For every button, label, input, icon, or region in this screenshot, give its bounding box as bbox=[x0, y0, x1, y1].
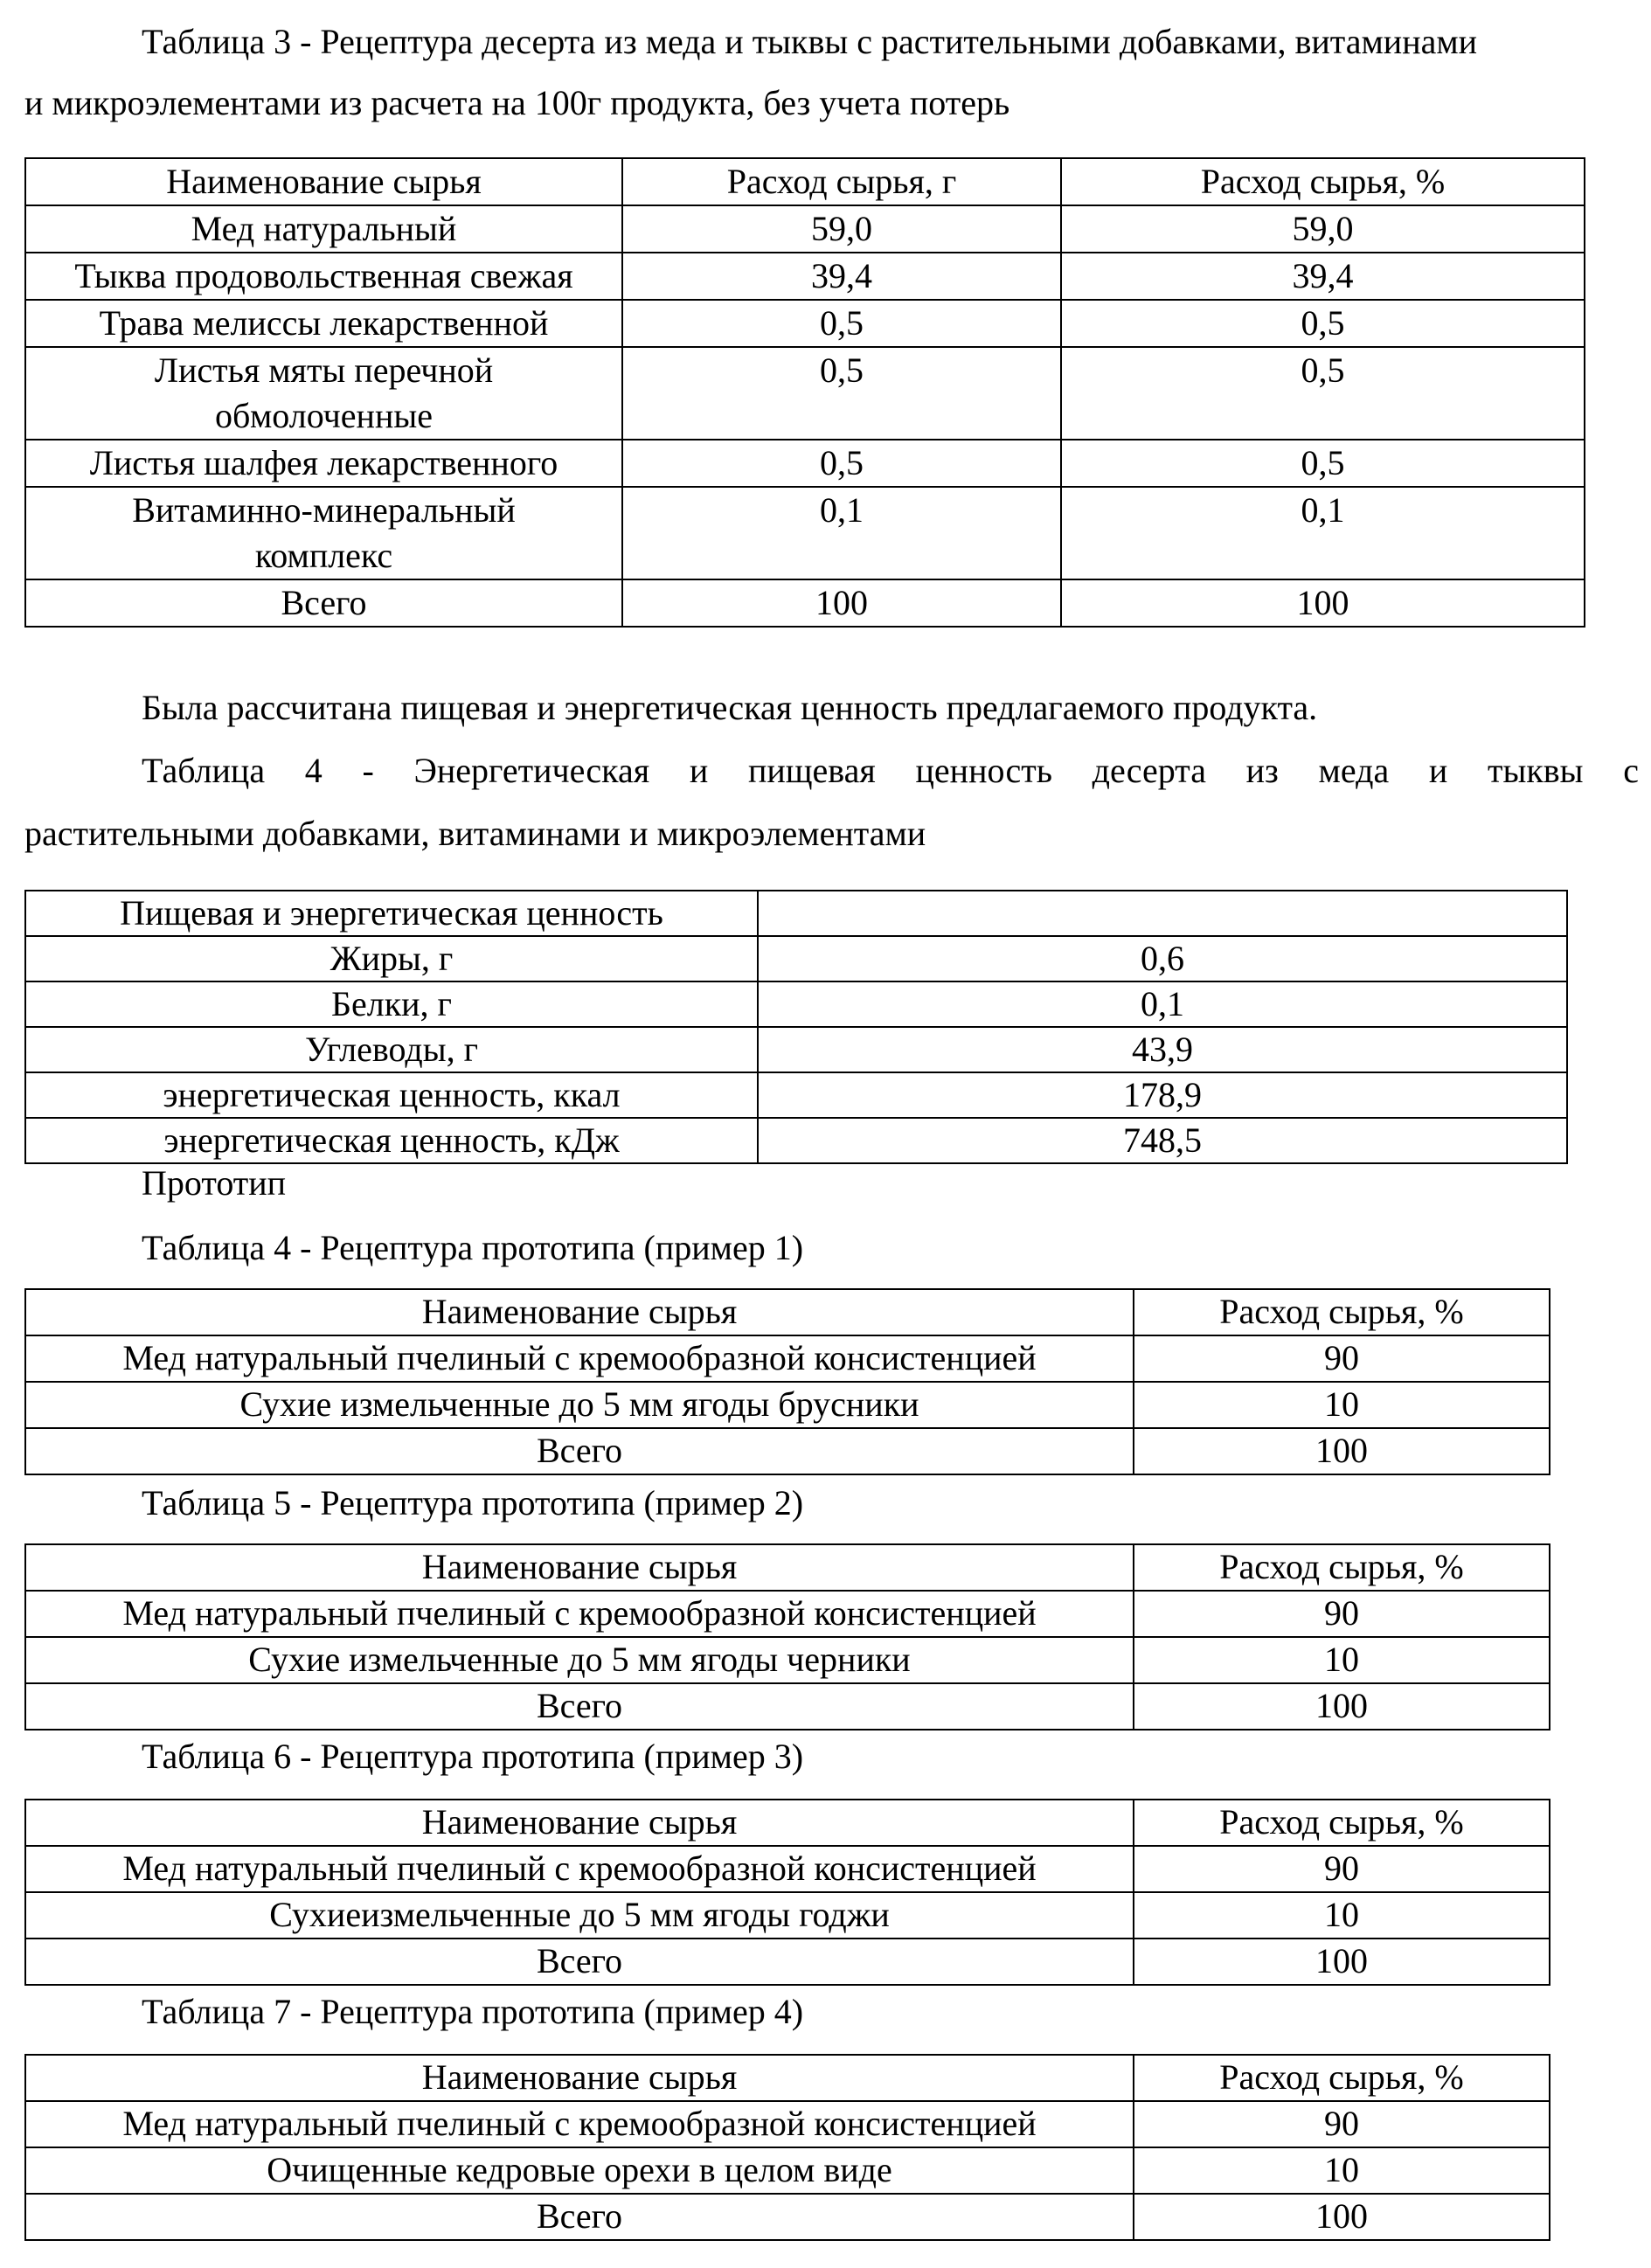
table-row bbox=[25, 1382, 1550, 1428]
table-row bbox=[25, 1335, 1550, 1382]
nutrient-value: 178,9 bbox=[758, 1072, 1567, 1118]
table4-caption-line1 bbox=[142, 753, 1639, 788]
percent-cell: 0,5 bbox=[1061, 300, 1585, 347]
table3-recipe bbox=[24, 157, 1585, 628]
table-row bbox=[25, 1892, 1550, 1939]
table-row bbox=[25, 1591, 1550, 1637]
table-header-row bbox=[25, 891, 1567, 936]
table-header-row bbox=[25, 1289, 1550, 1335]
table-row bbox=[25, 2147, 1550, 2194]
ingredient-name: Мед натуральный пчелиный с кремообразной консистенцией bbox=[25, 1846, 1134, 1892]
table-row bbox=[25, 2101, 1550, 2147]
ingredient-name: Листья мяты перечной обмолоченные bbox=[25, 347, 622, 440]
ingredient-name: Сухие измельченные до 5 мм ягоды брусники bbox=[25, 1382, 1134, 1428]
percent-cell: 100 bbox=[1061, 579, 1585, 627]
prototype-table3-caption: Таблица 6 - Рецептура прототипа (пример 3) bbox=[142, 1737, 804, 1776]
table-total-row bbox=[25, 2194, 1550, 2240]
grams-cell: 0,5 bbox=[622, 300, 1061, 347]
prototype-table1 bbox=[24, 1288, 1550, 1475]
percent-cell: 10 bbox=[1134, 1637, 1550, 1683]
percent-cell: 10 bbox=[1134, 2147, 1550, 2194]
table-header-row bbox=[25, 158, 1585, 205]
percent-cell: 0,1 bbox=[1061, 487, 1585, 579]
table4-nutrition bbox=[24, 890, 1568, 1164]
grams-cell: 39,4 bbox=[622, 253, 1061, 300]
table-row bbox=[25, 981, 1567, 1027]
table-header-row bbox=[25, 2055, 1550, 2101]
nutrient-value: 748,5 bbox=[758, 1118, 1567, 1163]
ingredient-name: Всего bbox=[25, 2194, 1134, 2240]
table-row bbox=[25, 1072, 1567, 1118]
table-row bbox=[25, 1637, 1550, 1683]
ingredient-name: Всего bbox=[25, 579, 622, 627]
grams-cell: 0,5 bbox=[622, 347, 1061, 440]
nutrient-name: Жиры, г bbox=[25, 936, 758, 981]
header-cell: Расход сырья, % bbox=[1134, 1544, 1550, 1591]
percent-cell: 90 bbox=[1134, 1846, 1550, 1892]
header-cell: Расход сырья, % bbox=[1134, 1800, 1550, 1846]
percent-cell: 90 bbox=[1134, 2101, 1550, 2147]
prototype-table4-caption: Таблица 7 - Рецептура прототипа (пример 4) bbox=[142, 1992, 804, 2031]
ingredient-name: Тыква продовольственная свежая bbox=[25, 253, 622, 300]
percent-cell: 10 bbox=[1134, 1892, 1550, 1939]
caption-word: с bbox=[1623, 751, 1639, 790]
grams-cell: 59,0 bbox=[622, 205, 1061, 253]
grams-cell: 0,1 bbox=[622, 487, 1061, 579]
ingredient-name: Мед натуральный пчелиный с кремообразной консистенцией bbox=[25, 1335, 1134, 1382]
caption-word: десерта bbox=[1092, 751, 1206, 790]
header-cell: Наименование сырья bbox=[25, 1800, 1134, 1846]
caption-word: тыквы bbox=[1487, 751, 1584, 790]
ingredient-name: Трава мелиссы лекарственной bbox=[25, 300, 622, 347]
table-row bbox=[25, 1027, 1567, 1072]
ingredient-name: Листья шалфея лекарственного bbox=[25, 440, 622, 487]
header-cell: Расход сырья, % bbox=[1134, 1289, 1550, 1335]
ingredient-name: Очищенные кедровые орехи в целом виде bbox=[25, 2147, 1134, 2194]
table-header-row bbox=[25, 1544, 1550, 1591]
percent-cell: 10 bbox=[1134, 1382, 1550, 1428]
prototype-table4 bbox=[24, 2054, 1550, 2241]
ingredient-name: Всего bbox=[25, 1428, 1134, 1474]
percent-cell: 100 bbox=[1134, 2194, 1550, 2240]
table-row bbox=[25, 440, 1585, 487]
table-row bbox=[25, 300, 1585, 347]
table-total-row bbox=[25, 1428, 1550, 1474]
caption-word: и bbox=[1428, 751, 1448, 790]
percent-cell: 59,0 bbox=[1061, 205, 1585, 253]
grams-cell: 100 bbox=[622, 579, 1061, 627]
header-cell: Пищевая и энергетическая ценность bbox=[25, 891, 758, 936]
nutrient-value: 43,9 bbox=[758, 1027, 1567, 1072]
paragraph-calculation: Была рассчитана пищевая и энергетическая ценность предлагаемого продукта. bbox=[142, 688, 1318, 727]
table-total-row bbox=[25, 579, 1585, 627]
caption-word: и bbox=[689, 751, 709, 790]
nutrient-name: энергетическая ценность, ккал bbox=[25, 1072, 758, 1118]
header-cell: Наименование сырья bbox=[25, 1544, 1134, 1591]
caption-word: ценность bbox=[915, 751, 1052, 790]
header-cell: Наименование сырья bbox=[25, 2055, 1134, 2101]
grams-cell: 0,5 bbox=[622, 440, 1061, 487]
table3-caption-line1: Таблица 3 - Рецептура десерта из меда и тыквы с растительными добавками, витаминами bbox=[142, 22, 1478, 61]
ingredient-name: Сухиеизмельченные до 5 мм ягоды годжи bbox=[25, 1892, 1134, 1939]
table-total-row bbox=[25, 1939, 1550, 1985]
nutrient-value: 0,1 bbox=[758, 981, 1567, 1027]
header-cell: Наименование сырья bbox=[25, 1289, 1134, 1335]
prototype-table2 bbox=[24, 1543, 1550, 1730]
table-row bbox=[25, 936, 1567, 981]
caption-word: Энергетическая bbox=[413, 751, 650, 790]
header-cell: Расход сырья, г bbox=[622, 158, 1061, 205]
ingredient-name: Мед натуральный пчелиный с кремообразной консистенцией bbox=[25, 2101, 1134, 2147]
table-row bbox=[25, 1118, 1567, 1163]
ingredient-name: Всего bbox=[25, 1683, 1134, 1730]
prototype-table1-caption: Таблица 4 - Рецептура прототипа (пример 1) bbox=[142, 1228, 804, 1267]
caption-word: - bbox=[362, 751, 374, 790]
caption-word: пищевая bbox=[747, 751, 876, 790]
table-row bbox=[25, 205, 1585, 253]
table-row bbox=[25, 347, 1585, 440]
percent-cell: 39,4 bbox=[1061, 253, 1585, 300]
percent-cell: 100 bbox=[1134, 1939, 1550, 1985]
prototype-label: Прототип bbox=[142, 1163, 287, 1203]
header-cell: Расход сырья, % bbox=[1061, 158, 1585, 205]
header-cell: Расход сырья, % bbox=[1134, 2055, 1550, 2101]
percent-cell: 0,5 bbox=[1061, 347, 1585, 440]
caption-word: меда bbox=[1318, 751, 1390, 790]
percent-cell: 100 bbox=[1134, 1683, 1550, 1730]
table-row bbox=[25, 253, 1585, 300]
caption-word: Таблица bbox=[142, 751, 266, 790]
nutrient-name: Углеводы, г bbox=[25, 1027, 758, 1072]
ingredient-name: Всего bbox=[25, 1939, 1134, 1985]
ingredient-name: Мед натуральный bbox=[25, 205, 622, 253]
nutrient-name: Белки, г bbox=[25, 981, 758, 1027]
percent-cell: 90 bbox=[1134, 1591, 1550, 1637]
prototype-table2-caption: Таблица 5 - Рецептура прототипа (пример 2) bbox=[142, 1483, 804, 1522]
ingredient-name: Сухие измельченные до 5 мм ягоды черники bbox=[25, 1637, 1134, 1683]
table-total-row bbox=[25, 1683, 1550, 1730]
prototype-table3 bbox=[24, 1799, 1550, 1986]
nutrient-name: энергетическая ценность, кДж bbox=[25, 1118, 758, 1163]
percent-cell: 0,5 bbox=[1061, 440, 1585, 487]
percent-cell: 100 bbox=[1134, 1428, 1550, 1474]
caption-word: 4 bbox=[304, 751, 323, 790]
header-cell bbox=[758, 891, 1567, 936]
ingredient-name: Витаминно-минеральный комплекс bbox=[25, 487, 622, 579]
table4-caption-line2: растительными добавками, витаминами и микроэлементами bbox=[24, 814, 926, 853]
table3-caption-line2: и микроэлементами из расчета на 100г продукта, без учета потерь bbox=[24, 83, 1010, 122]
caption-word: из bbox=[1245, 751, 1279, 790]
table-header-row bbox=[25, 1800, 1550, 1846]
table-row bbox=[25, 487, 1585, 579]
nutrient-value: 0,6 bbox=[758, 936, 1567, 981]
percent-cell: 90 bbox=[1134, 1335, 1550, 1382]
header-cell: Наименование сырья bbox=[25, 158, 622, 205]
ingredient-name: Мед натуральный пчелиный с кремообразной консистенцией bbox=[25, 1591, 1134, 1637]
table-row bbox=[25, 1846, 1550, 1892]
